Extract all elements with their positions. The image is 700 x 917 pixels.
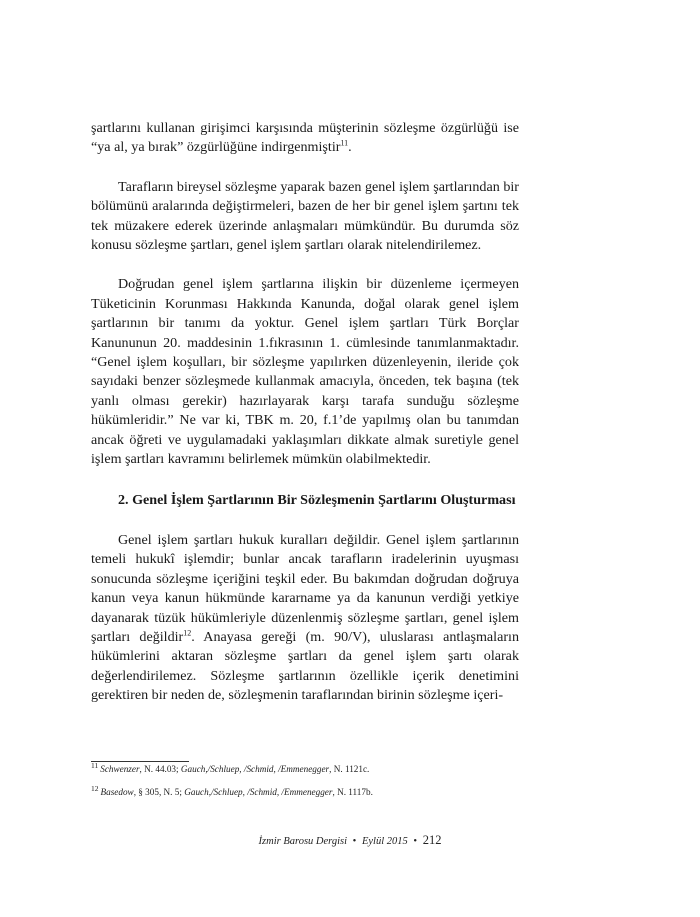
footnote-11 bbox=[91, 760, 519, 776]
footer-separator: • bbox=[352, 836, 357, 847]
paragraph-4-text-before: Genel işlem şartları hukuk kuralları değildir. Genel işlem şartlarının temeli hukukî işlemdir; bunlar ancak tarafların iradelerinin uyuşması sonucunda sözleşme içeriğini teşkil eder. Bu bakımdan doğrudan doğruya kanun veya kanun hükmünde kararname ya da kanunun verdiği yetkiye dayanarak tüzük hükümleriyle düzenlenmiş sözleşme şartları, genel işlem şartları değildir bbox=[91, 531, 519, 645]
footnote-ref-12: 12 bbox=[183, 628, 192, 638]
footnote-ref-11: 11 bbox=[340, 138, 349, 148]
paragraph-1 bbox=[91, 119, 519, 158]
footnote-12 bbox=[91, 783, 519, 799]
paragraph-4-text-after: . Anayasa gereği (m. 90/V), uluslarası antlaşmaların hükümlerini aktaran sözleşme şartları da genel işlem şartı olarak değerlendirilemez. Sözleşme şartlarının özellikle içerik denetimini gerektiren bir neden de, sözleşmenin taraflarından birinin sözleşme içeri- bbox=[91, 628, 519, 704]
page-number: 212 bbox=[422, 833, 442, 847]
paragraph-4 bbox=[91, 531, 519, 706]
paragraph-1-text: şartlarını kullanan girişimci karşısında müşterinin sözleşme özgürlüğü ise “ya al, ya bırak” özgürlüğüne indirgenmiştir bbox=[91, 120, 519, 156]
journal-issue: Eylül 2015 bbox=[361, 836, 408, 847]
paragraph-2: Tarafların bireysel sözleşme yaparak bazen genel işlem şartlarından bir bölümünü aralarında değiştirmeleri, bazen de her bir genel işlem şartını tek tek müzakere ederek üzerinde anlaşmaları mümkündür. Bu durumda söz konusu sözleşme şartları, genel işlem şartları olarak nitelendirilemez. bbox=[91, 178, 519, 254]
footnote-author: Schwenzer bbox=[100, 764, 140, 774]
footnote-reference: , N. 1121c. bbox=[329, 764, 370, 774]
footnotes bbox=[91, 760, 519, 799]
main-text-column bbox=[91, 119, 519, 706]
section-heading: 2. Genel İşlem Şartlarının Bir Sözleşmenin Şartlarını Oluşturması bbox=[118, 491, 516, 508]
footer-separator: • bbox=[413, 836, 418, 847]
footnote-author: Gauch,/Schluep, /Schmid, /Emmenegger bbox=[180, 764, 330, 774]
paragraph-1-end: . bbox=[348, 139, 352, 156]
footnote-number: 11 bbox=[91, 760, 99, 770]
footnote-separator bbox=[91, 761, 189, 762]
footnote-number: 12 bbox=[91, 783, 99, 793]
footnote-reference: , N. 44.03; bbox=[139, 764, 181, 774]
footnote-reference: , N. 1117b. bbox=[332, 787, 373, 797]
footnote-author: Gauch,/Schluep, /Schmid, /Emmenegger bbox=[184, 787, 333, 797]
paragraph-3: Doğrudan genel işlem şartlarına ilişkin bir düzenleme içermeyen Tüketicinin Korunması Hakkında Kanunda, doğal olarak genel işlem şartlarının bir tanımı da yoktur. Genel işlem şartları Türk Borçlar Kanununun 20. maddesinin 1.fıkrasının 1. cümlesinde tanımlanmaktadır. “Genel işlem koşulları, bir sözleşme yapılırken düzenleyenin, ileride çok sayıdaki benzer sözleşmede kullanmak amacıyla, önceden, tek başına (tek yanlı olması gerekir) hazırlayarak karşı tarafa sunduğu sözleşme hükümleridir.” Ne var ki, TBK m. 20, f.1’de yapılmış olan bu tanımdan ancak öğreti ve uygulamadaki yaklaşımları dikkate almak suretiyle genel işlem şartları kavramını belirlemek mümkün olabilmektedir. bbox=[91, 276, 519, 468]
footnote-author: Basedow bbox=[100, 787, 134, 797]
footnote-reference: , § 305, N. 5; bbox=[133, 787, 185, 797]
journal-name: İzmir Barosu Dergisi bbox=[258, 836, 348, 847]
running-footer bbox=[0, 832, 700, 850]
